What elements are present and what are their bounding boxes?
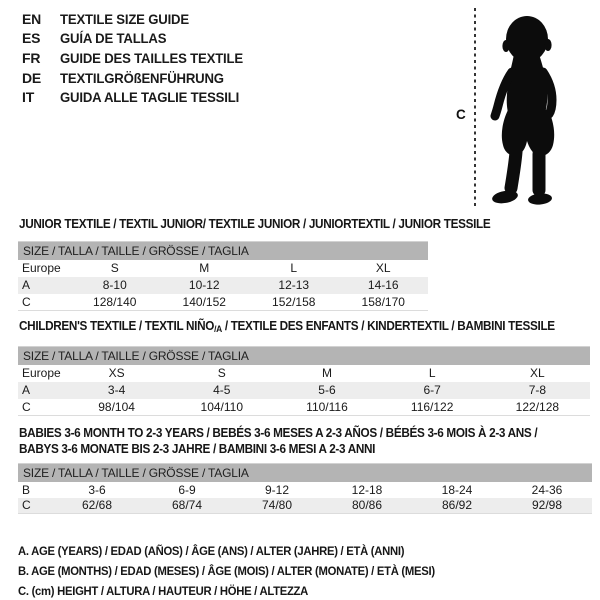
baby-silhouette-icon <box>481 10 573 210</box>
children-table-title: CHILDREN'S TEXTILE / TEXTIL $NIÑO_{/A}$ / TEXTILE DES ENFANTS / KINDERTEXTIL / BAMBINI TESSILE <box>19 319 555 334</box>
language-label: GUÍA DE TALLAS <box>60 30 167 47</box>
table-row-age <box>18 277 428 294</box>
language-code: IT <box>22 89 35 106</box>
size-cell: 12-18 <box>351 482 383 497</box>
table-row-height <box>18 399 590 416</box>
size-cell: 86/92 <box>412 498 502 514</box>
table-row-age <box>18 382 590 399</box>
children-size-table <box>18 346 590 416</box>
size-cell: 80/86 <box>322 498 412 514</box>
footnote-age-years: A. AGE (YEARS) / EDAD (AÑOS) / ÂGE (ANS) / ALTER (JAHRE) / ETÀ (ANNI) <box>18 544 405 558</box>
language-label: TEXTILGRÖßENFÜHRUNG <box>60 69 224 86</box>
size-header-bar: SIZE / TALLA / TAILLE / GRÖSSE / TAGLIA <box>18 347 590 365</box>
language-code: DE <box>22 69 42 86</box>
language-code: ES <box>22 30 41 47</box>
language-code: EN <box>22 10 42 27</box>
size-cell: L <box>428 366 436 380</box>
footnote-age-months: B. AGE (MONTHS) / EDAD (MESES) / ÂGE (MOIS) / ALTER (MONATE) / ETÀ (MESI) <box>18 564 435 578</box>
size-cell: 116/122 <box>410 399 454 414</box>
size-cell: 158/170 <box>361 294 405 309</box>
size-cell: M <box>199 261 210 275</box>
size-cell: 12-13 <box>249 277 339 294</box>
size-cell: 98/104 <box>98 399 135 414</box>
junior-size-table <box>18 241 428 311</box>
size-cell: 18-24 <box>441 482 473 497</box>
language-row-es <box>22 29 255 49</box>
size-cell: 3-6 <box>88 482 106 497</box>
size-cell: 6-7 <box>380 382 485 399</box>
size-cell: 3-4 <box>64 382 169 399</box>
language-row-fr <box>22 48 255 68</box>
table-row-height <box>18 294 428 311</box>
junior-table-title: JUNIOR TEXTILE / TEXTIL JUNIOR/ TEXTILE JUNIOR / JUNIORTEXTIL / JUNIOR TESSILE <box>19 217 491 231</box>
size-cell: 92/98 <box>502 498 592 514</box>
table-row-height <box>18 498 592 514</box>
babies-size-table <box>18 463 592 514</box>
size-cell: 14-16 <box>339 277 429 294</box>
table-row-europe <box>18 260 428 277</box>
size-header-bar: SIZE / TALLA / TAILLE / GRÖSSE / TAGLIA <box>18 464 592 482</box>
language-header <box>22 9 255 107</box>
size-cell: S <box>110 261 119 275</box>
language-row-it <box>22 87 255 107</box>
size-cell: 110/116 <box>306 399 348 414</box>
row-label: B <box>22 482 31 497</box>
footnote-height-cm: C. (cm) HEIGHT / ALTURA / HAUTEUR / HÖHE / ALTEZZA <box>18 584 309 598</box>
row-label: Europe <box>22 366 61 380</box>
size-cell: M <box>321 366 332 380</box>
size-cell: 9-12 <box>264 482 290 497</box>
title-subscript: /A <box>214 324 222 334</box>
babies-table-title-line1: BABIES 3-6 MONTH TO 2-3 YEARS / BEBÉS 3-6 MESES A 2-3 AÑOS / BÉBÉS 3-6 MOIS À 2-3 ANS / <box>19 426 538 440</box>
height-dashed-line <box>474 8 476 208</box>
language-label: TEXTILE SIZE GUIDE <box>60 10 189 27</box>
size-cell: XS <box>108 366 125 380</box>
size-cell: 152/158 <box>272 294 316 309</box>
size-cell: 24-36 <box>531 482 563 497</box>
size-cell: L <box>290 261 298 275</box>
size-cell: 140/152 <box>182 294 226 309</box>
row-label: C <box>22 399 31 414</box>
language-label: GUIDA ALLE TAGLIE TESSILI <box>60 89 240 106</box>
size-cell: XL <box>375 261 391 275</box>
row-label: C <box>18 498 52 514</box>
row-label: Europe <box>22 261 61 275</box>
language-row-de <box>22 68 255 88</box>
size-cell: S <box>217 366 226 380</box>
size-cell: 7-8 <box>485 382 590 399</box>
size-cell: 62/68 <box>52 498 142 514</box>
height-measure-label: C <box>456 107 466 122</box>
size-cell: 6-9 <box>178 482 196 497</box>
size-cell: XL <box>530 366 545 380</box>
size-cell: 8-10 <box>70 277 160 294</box>
legend-footnotes <box>18 541 461 600</box>
size-cell: 128/140 <box>93 294 137 309</box>
size-cell: 104/110 <box>200 399 244 414</box>
row-label: C <box>22 294 31 309</box>
size-header-bar: SIZE / TALLA / TAILLE / GRÖSSE / TAGLIA <box>18 242 428 260</box>
table-row-europe <box>18 365 590 382</box>
row-label: A <box>18 382 64 399</box>
size-cell: 4-5 <box>169 382 274 399</box>
row-label: A <box>18 277 70 294</box>
language-label: GUIDE DES TAILLES TEXTILE <box>60 49 243 66</box>
size-cell: 68/74 <box>142 498 232 514</box>
language-code: FR <box>22 49 41 66</box>
size-cell: 10-12 <box>160 277 250 294</box>
table-row-months <box>18 482 592 498</box>
language-row-en <box>22 9 255 29</box>
size-cell: 5-6 <box>274 382 379 399</box>
size-cell: 122/128 <box>515 399 560 414</box>
babies-table-title-line2: BABYS 3-6 MONATE BIS 2-3 JAHRE / BAMBINI 3-6 MESI A 2-3 ANNI <box>19 442 376 456</box>
size-cell: 74/80 <box>232 498 322 514</box>
